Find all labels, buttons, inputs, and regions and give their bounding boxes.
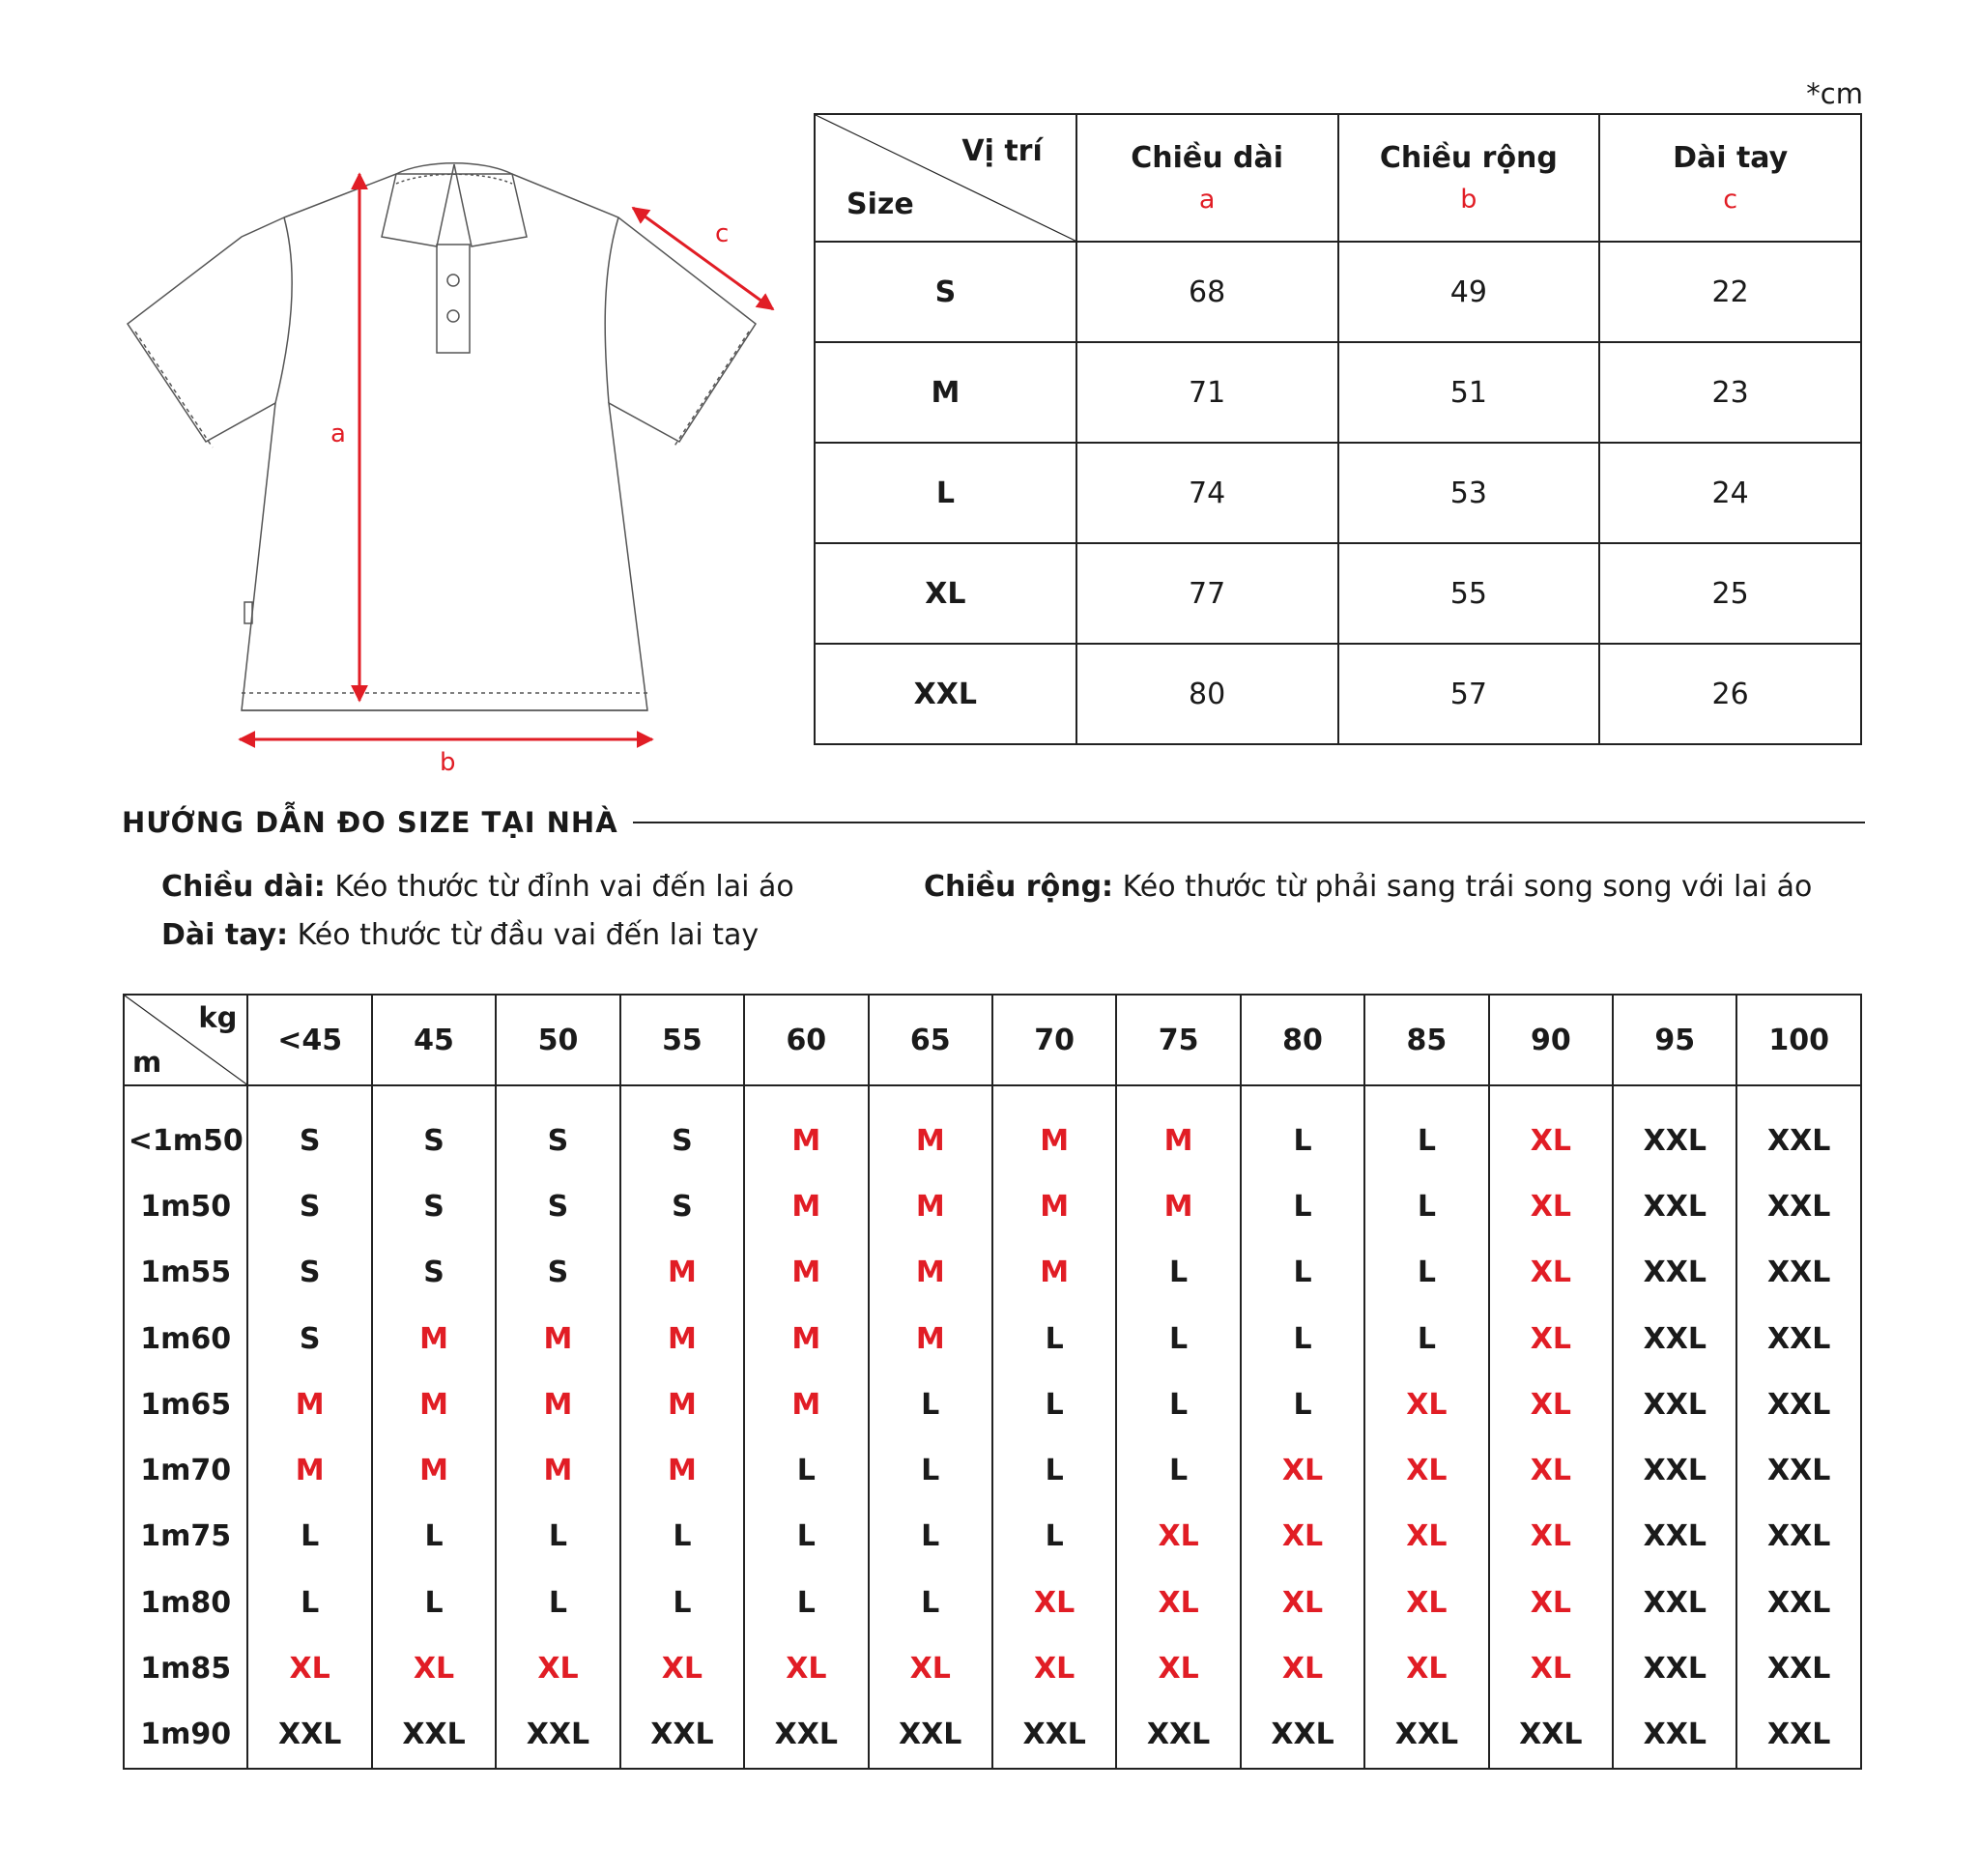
size-cell: L (744, 1570, 868, 1635)
guide-title: HƯỚNG DẪN ĐO SIZE TẠI NHÀ (122, 806, 618, 839)
height-label: <1m50 (124, 1085, 247, 1173)
guide-length-label: Chiều dài: (161, 870, 326, 904)
size-cell: XXL (1736, 1306, 1861, 1371)
size-cell: XXL (1736, 1635, 1861, 1701)
size-cell: L (247, 1504, 371, 1570)
size-cell: L (1241, 1371, 1364, 1437)
height-label: 1m65 (124, 1371, 247, 1437)
size-cell: S (372, 1173, 496, 1239)
chart-body (124, 1085, 1861, 1769)
size-cell: XXL (620, 1702, 744, 1769)
size-cell: S (620, 1173, 744, 1239)
table-cell: 25 (1599, 543, 1861, 644)
size-cell: XL (869, 1635, 992, 1701)
size-cell: XXL (372, 1702, 496, 1769)
size-cell: M (372, 1371, 496, 1437)
size-cell: L (1364, 1240, 1488, 1306)
size-label: M (815, 342, 1076, 443)
table-row (124, 1306, 1861, 1371)
unit-note: *cm (1806, 77, 1863, 110)
table-cell: 23 (1599, 342, 1861, 443)
weight-header: 50 (496, 995, 619, 1085)
size-cell: L (744, 1504, 868, 1570)
guide-length-text: Kéo thước từ đỉnh vai đến lai áo (325, 870, 794, 904)
size-cell: L (744, 1438, 868, 1504)
size-cell: M (620, 1371, 744, 1437)
size-cell: XL (496, 1635, 619, 1701)
guide-sleeve-text: Kéo thước từ đầu vai đến lai tay (288, 918, 760, 952)
size-cell: L (496, 1504, 619, 1570)
size-cell: XXL (1736, 1504, 1861, 1570)
size-cell: M (744, 1306, 868, 1371)
table-row (124, 1570, 1861, 1635)
size-cell: XL (1241, 1635, 1364, 1701)
size-cell: XL (992, 1570, 1116, 1635)
size-measurement-table (814, 113, 1862, 745)
size-cell: XL (1489, 1438, 1613, 1504)
size-cell: XL (1116, 1635, 1240, 1701)
chart-corner (124, 995, 247, 1085)
height-label: 1m80 (124, 1570, 247, 1635)
size-cell: L (1241, 1240, 1364, 1306)
size-cell: XL (1489, 1240, 1613, 1306)
size-cell: XXL (1613, 1438, 1736, 1504)
size-cell: S (247, 1173, 371, 1239)
guide-length-instruction (161, 870, 794, 904)
column-header-length: Chiều dài a (1076, 114, 1338, 242)
size-label: L (815, 443, 1076, 543)
column-header-width: Chiều rộng b (1338, 114, 1600, 242)
size-cell: L (1116, 1240, 1240, 1306)
height-label: 1m75 (124, 1504, 247, 1570)
size-cell: M (992, 1085, 1116, 1173)
size-cell: XL (1364, 1438, 1488, 1504)
size-cell: XXL (1613, 1173, 1736, 1239)
size-cell: M (372, 1306, 496, 1371)
table-cell: 71 (1076, 342, 1338, 443)
size-cell: XXL (1613, 1306, 1736, 1371)
guide-width-instruction (924, 870, 1812, 904)
label-c: c (715, 219, 730, 248)
size-cell: M (992, 1240, 1116, 1306)
size-cell: XXL (1736, 1240, 1861, 1306)
size-cell: XXL (1613, 1240, 1736, 1306)
shirt-outline (128, 163, 756, 710)
table-cell: 49 (1338, 242, 1600, 342)
table-row (815, 644, 1861, 744)
weight-header: 75 (1116, 995, 1240, 1085)
size-cell: L (992, 1438, 1116, 1504)
table-cell: 77 (1076, 543, 1338, 644)
size-cell: XL (1489, 1085, 1613, 1173)
size-cell: XL (1489, 1371, 1613, 1437)
weight-header: <45 (247, 995, 371, 1085)
size-cell: XXL (992, 1702, 1116, 1769)
size-cell: L (1364, 1306, 1488, 1371)
weight-header: 45 (372, 995, 496, 1085)
size-cell: XXL (1364, 1702, 1488, 1769)
size-cell: XXL (1736, 1371, 1861, 1437)
size-label: XXL (815, 644, 1076, 744)
size-cell: XXL (1736, 1570, 1861, 1635)
size-cell: L (1364, 1173, 1488, 1239)
size-cell: XXL (496, 1702, 619, 1769)
guide-sleeve-label: Dài tay: (161, 918, 289, 952)
measurement-arrows (240, 174, 773, 739)
size-cell: M (372, 1438, 496, 1504)
size-cell: M (869, 1306, 992, 1371)
size-cell: XL (744, 1635, 868, 1701)
size-cell: L (869, 1438, 992, 1504)
table-cell: 57 (1338, 644, 1600, 744)
size-label: XL (815, 543, 1076, 644)
size-cell: S (372, 1085, 496, 1173)
size-cell: L (992, 1504, 1116, 1570)
size-cell: M (1116, 1085, 1240, 1173)
size-cell: L (247, 1570, 371, 1635)
size-cell: L (869, 1570, 992, 1635)
size-cell: L (1364, 1085, 1488, 1173)
size-cell: L (869, 1504, 992, 1570)
size-cell: XL (1364, 1371, 1488, 1437)
size-cell: XL (1241, 1504, 1364, 1570)
size-cell: M (247, 1438, 371, 1504)
table-cell: 55 (1338, 543, 1600, 644)
table-row (815, 443, 1861, 543)
size-cell: XL (620, 1635, 744, 1701)
size-cell: M (620, 1438, 744, 1504)
label-a: a (330, 419, 346, 448)
size-cell: L (1116, 1306, 1240, 1371)
height-label: 1m50 (124, 1173, 247, 1239)
size-cell: XL (1489, 1306, 1613, 1371)
label-b: b (440, 748, 456, 777)
size-cell: XL (1489, 1570, 1613, 1635)
table-cell: 24 (1599, 443, 1861, 543)
size-label: S (815, 242, 1076, 342)
size-cell: XL (1364, 1570, 1488, 1635)
table-cell: 22 (1599, 242, 1861, 342)
size-cell: M (496, 1371, 619, 1437)
size-cell: XL (1489, 1173, 1613, 1239)
guide-width-label: Chiều rộng: (924, 870, 1114, 904)
weight-header: 60 (744, 995, 868, 1085)
height-label: 1m70 (124, 1438, 247, 1504)
table-row (124, 1240, 1861, 1306)
height-label: 1m55 (124, 1240, 247, 1306)
table-row (815, 342, 1861, 443)
size-cell: S (372, 1240, 496, 1306)
table-row (124, 1371, 1861, 1437)
size-cell: L (1116, 1438, 1240, 1504)
polo-shirt-diagram (106, 130, 802, 788)
weight-header: 100 (1736, 995, 1861, 1085)
size-cell: L (869, 1371, 992, 1437)
size-cell: XXL (1613, 1085, 1736, 1173)
table-cell: 53 (1338, 443, 1600, 543)
weight-header: 55 (620, 995, 744, 1085)
size-cell: XL (1241, 1570, 1364, 1635)
table-cell: 80 (1076, 644, 1338, 744)
size-cell: L (992, 1371, 1116, 1437)
size-cell: XL (1364, 1504, 1488, 1570)
weight-header: 65 (869, 995, 992, 1085)
weight-header: 90 (1489, 995, 1613, 1085)
table-row (124, 1635, 1861, 1701)
table-cell: 51 (1338, 342, 1600, 443)
weight-header: 80 (1241, 995, 1364, 1085)
size-cell: S (496, 1173, 619, 1239)
size-cell: XXL (247, 1702, 371, 1769)
corner-kg-label: kg (198, 1001, 238, 1034)
table-cell: 68 (1076, 242, 1338, 342)
size-cell: L (1116, 1371, 1240, 1437)
size-cell: S (496, 1240, 619, 1306)
size-cell: XL (1241, 1438, 1364, 1504)
size-cell: XXL (744, 1702, 868, 1769)
size-cell: XL (1116, 1504, 1240, 1570)
table-row (815, 242, 1861, 342)
guide-sleeve-instruction (161, 918, 759, 952)
size-cell: S (620, 1085, 744, 1173)
size-cell: XXL (1241, 1702, 1364, 1769)
table-row (124, 1702, 1861, 1769)
size-cell: M (247, 1371, 371, 1437)
weight-header: 85 (1364, 995, 1488, 1085)
corner-top-label: Vị trí (961, 134, 1043, 168)
weight-height-size-chart (123, 994, 1862, 1770)
weight-header-row (124, 995, 1861, 1085)
size-cell: M (620, 1240, 744, 1306)
size-cell: XXL (1613, 1504, 1736, 1570)
height-label: 1m85 (124, 1635, 247, 1701)
height-label: 1m60 (124, 1306, 247, 1371)
size-cell: S (247, 1240, 371, 1306)
size-cell: M (496, 1438, 619, 1504)
size-cell: XXL (1736, 1702, 1861, 1769)
size-cell: M (869, 1240, 992, 1306)
table-cell: 26 (1599, 644, 1861, 744)
size-cell: XL (1364, 1635, 1488, 1701)
size-cell: XXL (1736, 1173, 1861, 1239)
size-table-header-row (815, 114, 1861, 242)
size-cell: L (992, 1306, 1116, 1371)
weight-header: 70 (992, 995, 1116, 1085)
size-cell: XXL (1613, 1635, 1736, 1701)
size-cell: XL (1116, 1570, 1240, 1635)
size-cell: L (1241, 1173, 1364, 1239)
size-cell: L (1241, 1306, 1364, 1371)
size-cell: XL (372, 1635, 496, 1701)
size-cell: M (869, 1085, 992, 1173)
weight-header: 95 (1613, 995, 1736, 1085)
size-cell: XXL (1613, 1371, 1736, 1437)
table-row (124, 1438, 1861, 1504)
size-cell: XL (1489, 1635, 1613, 1701)
guide-divider (633, 822, 1865, 823)
size-cell: L (620, 1504, 744, 1570)
corner-bottom-label: Size (846, 188, 914, 221)
size-cell: M (744, 1371, 868, 1437)
table-row (124, 1173, 1861, 1239)
size-cell: XXL (869, 1702, 992, 1769)
size-cell: M (869, 1173, 992, 1239)
size-cell: XXL (1613, 1570, 1736, 1635)
size-table-corner (815, 114, 1076, 242)
size-cell: M (744, 1173, 868, 1239)
table-row (124, 1504, 1861, 1570)
table-cell: 74 (1076, 443, 1338, 543)
column-header-sleeve: Dài tay c (1599, 114, 1861, 242)
size-cell: XL (992, 1635, 1116, 1701)
size-cell: M (1116, 1173, 1240, 1239)
size-cell: S (496, 1085, 619, 1173)
table-row (815, 543, 1861, 644)
size-cell: L (1241, 1085, 1364, 1173)
table-row (124, 1085, 1861, 1173)
size-cell: L (372, 1504, 496, 1570)
size-cell: L (372, 1570, 496, 1635)
size-cell: M (744, 1085, 868, 1173)
size-cell: XXL (1613, 1702, 1736, 1769)
size-cell: XL (247, 1635, 371, 1701)
size-cell: XXL (1116, 1702, 1240, 1769)
height-label: 1m90 (124, 1702, 247, 1769)
size-cell: L (496, 1570, 619, 1635)
size-cell: XXL (1736, 1085, 1861, 1173)
size-cell: S (247, 1085, 371, 1173)
size-cell: M (744, 1240, 868, 1306)
guide-width-text: Kéo thước từ phải sang trái song song với lai áo (1113, 870, 1813, 904)
size-cell: XXL (1736, 1438, 1861, 1504)
size-cell: M (992, 1173, 1116, 1239)
size-cell: XL (1489, 1504, 1613, 1570)
size-cell: M (620, 1306, 744, 1371)
size-cell: L (620, 1570, 744, 1635)
size-cell: S (247, 1306, 371, 1371)
size-cell: XXL (1489, 1702, 1613, 1769)
arrow-c (633, 208, 773, 309)
size-cell: M (496, 1306, 619, 1371)
corner-m-label: m (132, 1046, 162, 1079)
